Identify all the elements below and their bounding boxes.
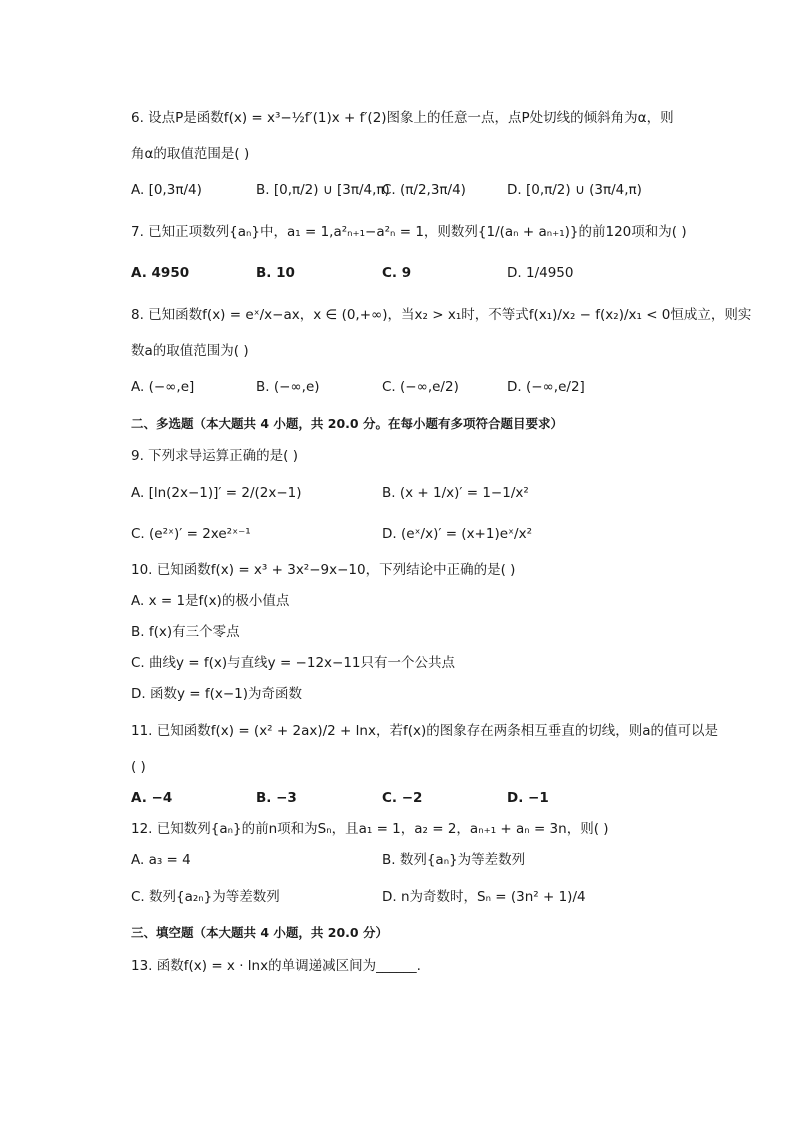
question-8-option-b: B. (−∞,e): [256, 379, 320, 395]
question-8-option-d: D. (−∞,e/2]: [507, 379, 585, 395]
question-8-option-a: A. (−∞,e]: [131, 379, 195, 395]
question-7-option-b: B. 10: [256, 265, 295, 281]
question-10-option-d: D. 函数y = f(x−1)为奇函数: [131, 686, 303, 702]
question-7-option-d: D. 1/4950: [507, 265, 574, 281]
question-9-option-a: A. [ln(2x−1)]′ = 2/(2x−1): [131, 485, 302, 501]
question-8-line1: 8. 已知函数f(x) = eˣ/x−ax，x ∈ (0,+∞)，当x₂ > x₁时，不等式f(x₁)/x₂ − f(x₂)/x₁ < 0恒成立，则实: [131, 307, 752, 323]
question-6-option-b: B. [0,π/2) ∪ [3π/4,π): [256, 182, 390, 198]
question-10-option-b: B. f(x)有三个零点: [131, 624, 240, 640]
question-9-line1: 9. 下列求导运算正确的是( ): [131, 448, 298, 464]
question-12-line1: 12. 已知数列{aₙ}的前n项和为Sₙ，且a₁ = 1，a₂ = 2，aₙ₊₁ + aₙ = 3n，则( ): [131, 821, 609, 837]
question-7-line1: 7. 已知正项数列{aₙ}中，a₁ = 1,a²ₙ₊₁−a²ₙ = 1，则数列{1/(aₙ + aₙ₊₁)}的前120项和为( ): [131, 224, 687, 240]
question-8-line2: 数a的取值范围为( ): [131, 343, 249, 359]
question-12-option-c: C. 数列{a₂ₙ}为等差数列: [131, 889, 280, 905]
question-6-option-c: C. (π/2,3π/4): [382, 182, 466, 198]
question-7-option-a: A. 4950: [131, 265, 190, 281]
question-10-line1: 10. 已知函数f(x) = x³ + 3x²−9x−10，下列结论中正确的是( ): [131, 562, 516, 578]
question-13-line1: 13. 函数f(x) = x · lnx的单调递减区间为______.: [131, 958, 421, 974]
question-6-option-a: A. [0,3π/4): [131, 182, 202, 198]
question-12-option-a: A. a₃ = 4: [131, 852, 191, 868]
question-11-option-a: A. −4: [131, 790, 173, 806]
question-10-option-a: A. x = 1是f(x)的极小值点: [131, 593, 290, 609]
question-9-option-b: B. (x + 1/x)′ = 1−1/x²: [382, 485, 529, 501]
section-multiple-choice-heading: 二、多选题（本大题共 4 小题，共 20.0 分。在每小题有多项符合题目要求）: [131, 416, 563, 431]
question-10-option-c: C. 曲线y = f(x)与直线y = −12x−11只有一个公共点: [131, 655, 456, 671]
question-7-option-c: C. 9: [382, 265, 412, 281]
question-11-option-c: C. −2: [382, 790, 423, 806]
question-6-option-d: D. [0,π/2) ∪ (3π/4,π): [507, 182, 642, 198]
question-12-option-b: B. 数列{aₙ}为等差数列: [382, 852, 526, 868]
question-11-line1: 11. 已知函数f(x) = (x² + 2ax)/2 + lnx，若f(x)的图象存在两条相互垂直的切线，则a的值可以是: [131, 723, 718, 739]
question-12-option-d: D. n为奇数时，Sₙ = (3n² + 1)/4: [382, 889, 586, 905]
question-11-line2: ( ): [131, 759, 146, 775]
question-6-line1: 6. 设点P是函数f(x) = x³−½f′(1)x + f′(2)图象上的任意一点，点P处切线的倾斜角为α，则: [131, 110, 674, 126]
section-fill-in-heading: 三、填空题（本大题共 4 小题，共 20.0 分）: [131, 925, 388, 940]
question-11-option-d: D. −1: [507, 790, 549, 806]
question-6-line2: 角α的取值范围是( ): [131, 146, 250, 162]
question-9-option-c: C. (e²ˣ)′ = 2xe²ˣ⁻¹: [131, 526, 251, 542]
question-11-option-b: B. −3: [256, 790, 297, 806]
question-9-option-d: D. (eˣ/x)′ = (x+1)eˣ/x²: [382, 526, 532, 542]
question-8-option-c: C. (−∞,e/2): [382, 379, 459, 395]
